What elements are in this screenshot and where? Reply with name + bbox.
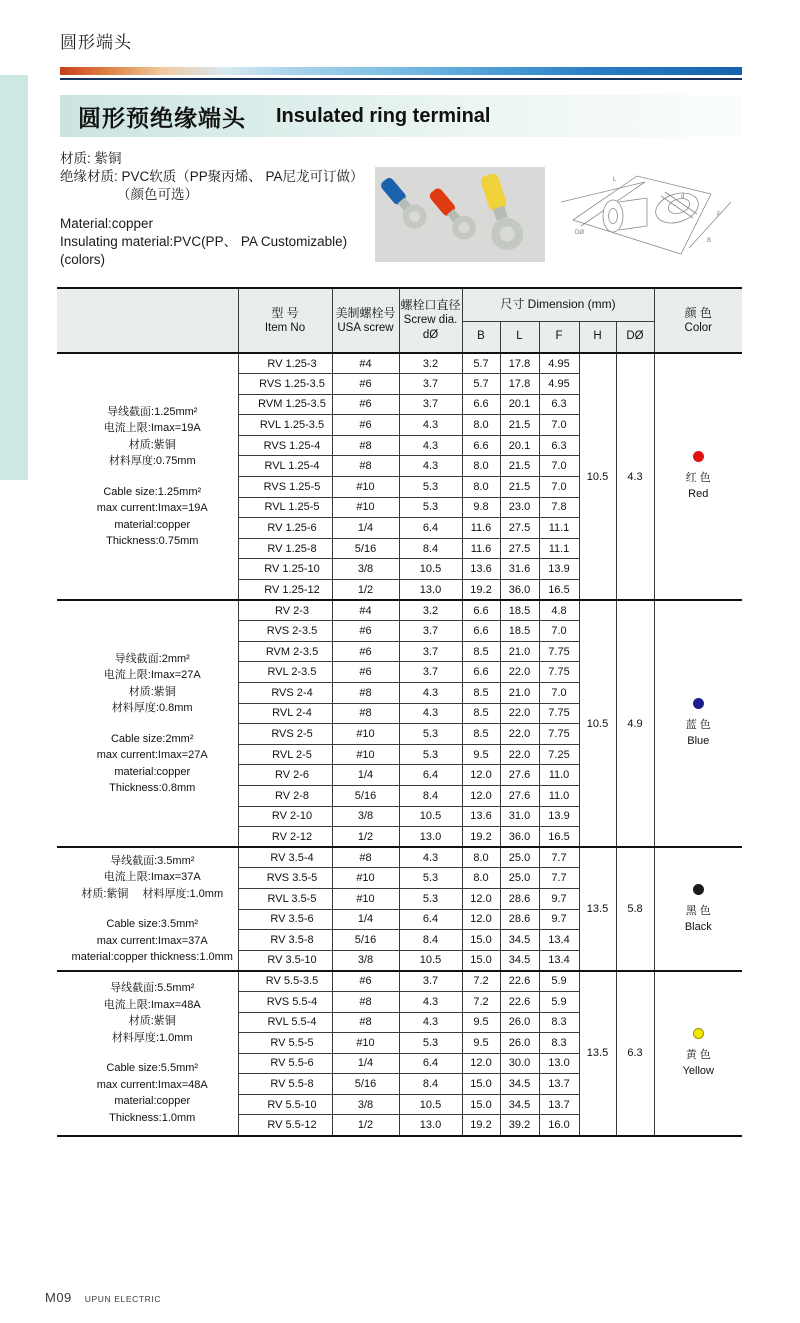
usa-screw-cell: #6 (332, 641, 399, 662)
dim-b-cell: 8.5 (462, 683, 500, 704)
item-no-cell: RV 3.5-10 (238, 950, 332, 971)
dim-b-cell: 15.0 (462, 1094, 500, 1115)
usa-screw-cell: 3/8 (332, 950, 399, 971)
gradient-divider (60, 67, 742, 75)
dim-b-cell: 7.2 (462, 971, 500, 992)
item-no-cell: RV 1.25-8 (238, 538, 332, 559)
spec-line: （颜色可选） (117, 187, 198, 202)
dim-f-cell: 16.0 (539, 1115, 579, 1136)
dim-f-cell: 9.7 (539, 888, 579, 909)
dim-l-cell: 23.0 (500, 497, 539, 518)
dim-b-cell: 5.7 (462, 374, 500, 395)
dim-b-cell: 6.6 (462, 662, 500, 683)
screw-dia-cell: 3.7 (399, 971, 462, 992)
section-title-bar (60, 95, 742, 137)
dim-l-cell: 22.0 (500, 724, 539, 745)
dim-b-cell: 5.7 (462, 353, 500, 374)
screw-dia-cell: 8.4 (399, 785, 462, 806)
usa-screw-cell: #10 (332, 724, 399, 745)
section-title-zh: 圆形预绝缘端头 (78, 104, 246, 131)
dim-l-cell: 28.6 (500, 888, 539, 909)
dim-f-cell: 4.8 (539, 600, 579, 621)
usa-screw-cell: #6 (332, 374, 399, 395)
dim-f-cell: 6.3 (539, 435, 579, 456)
dim-do-merged-cell: 4.3 (616, 353, 654, 600)
screw-dia-cell: 13.0 (399, 827, 462, 848)
group-description: 导线截面:1.25mm² 电流上限:Imax=19A 材质:紫铜 材料厚度:0.75mm Cable size:1.25mm² max current:Imax=19A material:copper Thickness:0.75mm (57, 353, 238, 600)
item-no-cell: RVS 2-4 (238, 683, 332, 704)
dim-f-cell: 7.7 (539, 847, 579, 868)
item-no-cell: RVS 1.25-4 (238, 435, 332, 456)
dim-l-cell: 27.5 (500, 538, 539, 559)
item-no-cell: RVS 2-3.5 (238, 621, 332, 642)
color-merged-cell: 黑 色 Black (654, 847, 742, 971)
header-usa-screw: 美制螺栓号 USA screw (332, 288, 399, 353)
screw-dia-cell: 3.2 (399, 600, 462, 621)
screw-dia-cell: 3.7 (399, 641, 462, 662)
screw-dia-cell: 8.4 (399, 930, 462, 951)
dim-l-cell: 36.0 (500, 827, 539, 848)
item-no-cell: RVS 3.5-5 (238, 868, 332, 889)
dim-f-cell: 7.25 (539, 744, 579, 765)
header-dimension: 尺寸 Dimension (mm) (462, 288, 654, 321)
item-no-cell: RV 1.25-3 (238, 353, 332, 374)
spec-row (57, 353, 742, 374)
dim-b-cell: 12.0 (462, 765, 500, 786)
dim-b-cell: 11.6 (462, 518, 500, 539)
dim-b-cell: 9.5 (462, 1012, 500, 1033)
usa-screw-cell: #8 (332, 435, 399, 456)
dim-f-cell: 13.7 (539, 1074, 579, 1095)
company-name: UPUN ELECTRIC (84, 1294, 162, 1304)
screw-dia-cell: 4.3 (399, 991, 462, 1012)
dim-f-cell: 7.75 (539, 641, 579, 662)
item-no-cell: RV 3.5-4 (238, 847, 332, 868)
dim-f-cell: 8.3 (539, 1012, 579, 1033)
header-color: 颜 色 Color (654, 288, 742, 353)
usa-screw-cell: 1/2 (332, 1115, 399, 1136)
dim-f-cell: 7.7 (539, 868, 579, 889)
color-dot-icon (693, 698, 704, 709)
usa-screw-cell: 1/4 (332, 765, 399, 786)
dim-h-merged-cell: 13.5 (579, 847, 616, 971)
screw-dia-cell: 4.3 (399, 1012, 462, 1033)
dim-l-cell: 27.6 (500, 765, 539, 786)
color-dot-icon (693, 1028, 704, 1039)
dim-b-cell: 13.6 (462, 806, 500, 827)
page-number: M09 (45, 1290, 72, 1305)
dim-b-cell: 19.2 (462, 827, 500, 848)
screw-dia-cell: 5.3 (399, 1033, 462, 1054)
spec-table-body (57, 353, 742, 1136)
dim-b-cell: 6.6 (462, 621, 500, 642)
dim-l-cell: 25.0 (500, 868, 539, 889)
section-title-en: Insulated ring terminal (276, 104, 491, 127)
spec-row (57, 847, 742, 868)
screw-dia-cell: 5.3 (399, 868, 462, 889)
dim-label-f: F (717, 212, 721, 218)
color-merged-cell: 黄 色 Yellow (654, 971, 742, 1136)
screw-dia-cell: 5.3 (399, 497, 462, 518)
dim-f-cell: 6.3 (539, 394, 579, 415)
screw-dia-cell: 5.3 (399, 477, 462, 498)
dim-l-cell: 34.5 (500, 930, 539, 951)
spec-line: Material:copper (60, 216, 154, 231)
dim-b-cell: 8.0 (462, 847, 500, 868)
dim-l-cell: 22.6 (500, 971, 539, 992)
dim-l-cell: 27.6 (500, 785, 539, 806)
dimension-drawing (561, 168, 745, 258)
item-no-cell: RVL 2-4 (238, 703, 332, 724)
dim-b-cell: 11.6 (462, 538, 500, 559)
dim-l-cell: 22.0 (500, 703, 539, 724)
dim-label-l: L (613, 177, 617, 183)
usa-screw-cell: 5/16 (332, 1074, 399, 1095)
group-description: 导线截面:2mm² 电流上限:Imax=27A 材质:紫铜 材料厚度:0.8mm Cable size:2mm² max current:Imax=27A material:copper Thickness:0.8mm (57, 600, 238, 847)
usa-screw-cell: #6 (332, 415, 399, 436)
usa-screw-cell: #10 (332, 888, 399, 909)
usa-screw-cell: #8 (332, 703, 399, 724)
item-no-cell: RVL 5.5-4 (238, 1012, 332, 1033)
page-title: 圆形端头 (60, 33, 132, 52)
usa-screw-cell: 3/8 (332, 1094, 399, 1115)
screw-dia-cell: 10.5 (399, 1094, 462, 1115)
usa-screw-cell: #8 (332, 847, 399, 868)
screw-dia-cell: 8.4 (399, 538, 462, 559)
dim-f-cell: 5.9 (539, 991, 579, 1012)
dim-label-d: d (681, 194, 685, 200)
group-description: 导线截面:5.5mm² 电流上限:Imax=48A 材质:紫铜 材料厚度:1.0mm Cable size:5.5mm² max current:Imax=48A material:copper Thickness:1.0mm (57, 971, 238, 1136)
dim-b-cell: 6.6 (462, 435, 500, 456)
usa-screw-cell: #8 (332, 456, 399, 477)
dim-b-cell: 8.5 (462, 724, 500, 745)
dim-f-cell: 13.9 (539, 559, 579, 580)
dim-f-cell: 7.8 (539, 497, 579, 518)
item-no-cell: RV 5.5-6 (238, 1053, 332, 1074)
dim-l-cell: 26.0 (500, 1012, 539, 1033)
dim-l-cell: 27.5 (500, 518, 539, 539)
dim-b-cell: 13.6 (462, 559, 500, 580)
screw-dia-cell: 10.5 (399, 950, 462, 971)
color-merged-cell: 蓝 色 Blue (654, 600, 742, 847)
item-no-cell: RVL 1.25-5 (238, 497, 332, 518)
screw-dia-cell: 3.2 (399, 353, 462, 374)
dim-l-cell: 17.8 (500, 374, 539, 395)
item-no-cell: RV 3.5-8 (238, 930, 332, 951)
usa-screw-cell: #10 (332, 1033, 399, 1054)
dim-l-cell: 36.0 (500, 580, 539, 601)
dim-label-do: DØ (575, 230, 584, 236)
usa-screw-cell: #8 (332, 683, 399, 704)
dim-b-cell: 6.6 (462, 394, 500, 415)
usa-screw-cell: 5/16 (332, 785, 399, 806)
dim-l-cell: 21.0 (500, 641, 539, 662)
dim-f-cell: 13.4 (539, 950, 579, 971)
usa-screw-cell: #4 (332, 600, 399, 621)
dim-b-cell: 8.5 (462, 703, 500, 724)
dim-f-cell: 7.0 (539, 456, 579, 477)
dim-f-cell: 8.3 (539, 1033, 579, 1054)
dim-f-cell: 7.0 (539, 415, 579, 436)
usa-screw-cell: #10 (332, 477, 399, 498)
dim-l-cell: 39.2 (500, 1115, 539, 1136)
item-no-cell: RV 2-8 (238, 785, 332, 806)
dim-l-cell: 20.1 (500, 394, 539, 415)
dim-do-merged-cell: 4.9 (616, 600, 654, 847)
dim-l-cell: 21.5 (500, 415, 539, 436)
screw-dia-cell: 10.5 (399, 806, 462, 827)
header-dim-f: F (539, 321, 579, 353)
dim-f-cell: 11.0 (539, 785, 579, 806)
usa-screw-cell: 1/4 (332, 1053, 399, 1074)
dim-b-cell: 7.2 (462, 991, 500, 1012)
item-no-cell: RV 5.5-3.5 (238, 971, 332, 992)
screw-dia-cell: 13.0 (399, 580, 462, 601)
item-no-cell: RV 5.5-12 (238, 1115, 332, 1136)
dim-l-cell: 28.6 (500, 909, 539, 930)
dim-l-cell: 25.0 (500, 847, 539, 868)
header-dim-do: DØ (616, 321, 654, 353)
screw-dia-cell: 4.3 (399, 683, 462, 704)
dim-b-cell: 12.0 (462, 909, 500, 930)
material-specs (60, 150, 390, 269)
gradient-divider-underline (60, 78, 742, 80)
dim-f-cell: 7.75 (539, 724, 579, 745)
item-no-cell: RVL 1.25-4 (238, 456, 332, 477)
item-no-cell: RVM 2-3.5 (238, 641, 332, 662)
dim-l-cell: 18.5 (500, 621, 539, 642)
dim-l-cell: 21.5 (500, 477, 539, 498)
item-no-cell: RV 1.25-6 (238, 518, 332, 539)
dim-b-cell: 9.5 (462, 1033, 500, 1054)
dim-f-cell: 13.9 (539, 806, 579, 827)
usa-screw-cell: #6 (332, 621, 399, 642)
dim-b-cell: 12.0 (462, 1053, 500, 1074)
item-no-cell: RV 3.5-6 (238, 909, 332, 930)
dim-b-cell: 9.8 (462, 497, 500, 518)
header-item-no: 型 号 Item No (238, 288, 332, 353)
dim-b-cell: 8.0 (462, 477, 500, 498)
dim-b-cell: 19.2 (462, 580, 500, 601)
screw-dia-cell: 10.5 (399, 559, 462, 580)
dim-f-cell: 13.4 (539, 930, 579, 951)
left-accent-strip (0, 75, 28, 480)
dim-f-cell: 7.75 (539, 703, 579, 724)
dim-label-b: B (707, 238, 712, 244)
dim-b-cell: 15.0 (462, 1074, 500, 1095)
dim-f-cell: 7.0 (539, 683, 579, 704)
red-terminal-image (424, 183, 481, 244)
blue-terminal-image (375, 173, 431, 234)
usa-screw-cell: 5/16 (332, 930, 399, 951)
dim-l-cell: 30.0 (500, 1053, 539, 1074)
item-no-cell: RV 2-12 (238, 827, 332, 848)
dim-l-cell: 22.6 (500, 991, 539, 1012)
screw-dia-cell: 3.7 (399, 621, 462, 642)
dim-f-cell: 13.0 (539, 1053, 579, 1074)
dim-do-merged-cell: 5.8 (616, 847, 654, 971)
dim-f-cell: 11.0 (539, 765, 579, 786)
spec-table (57, 287, 742, 1137)
dim-f-cell: 7.0 (539, 621, 579, 642)
group-description: 导线截面:3.5mm² 电流上限:Imax=37A 材质:紫铜 材料厚度:1.0mm Cable size:3.5mm² max current:Imax=37A material:copper thickness:1.0mm (57, 847, 238, 971)
dim-b-cell: 15.0 (462, 930, 500, 951)
dim-l-cell: 21.5 (500, 456, 539, 477)
item-no-cell: RVL 2-3.5 (238, 662, 332, 683)
dim-f-cell: 11.1 (539, 538, 579, 559)
dim-h-merged-cell: 10.5 (579, 600, 616, 847)
screw-dia-cell: 4.3 (399, 435, 462, 456)
screw-dia-cell: 6.4 (399, 909, 462, 930)
color-dot-icon (693, 884, 704, 895)
usa-screw-cell: #10 (332, 868, 399, 889)
item-no-cell: RVS 5.5-4 (238, 991, 332, 1012)
item-no-cell: RV 2-3 (238, 600, 332, 621)
dim-b-cell: 9.5 (462, 744, 500, 765)
screw-dia-cell: 5.3 (399, 724, 462, 745)
dim-f-cell: 13.7 (539, 1094, 579, 1115)
screw-dia-cell: 4.3 (399, 703, 462, 724)
dim-b-cell: 12.0 (462, 785, 500, 806)
dim-h-merged-cell: 10.5 (579, 353, 616, 600)
dim-l-cell: 21.0 (500, 683, 539, 704)
item-no-cell: RV 5.5-8 (238, 1074, 332, 1095)
screw-dia-cell: 5.3 (399, 744, 462, 765)
usa-screw-cell: 1/4 (332, 909, 399, 930)
dim-b-cell: 8.5 (462, 641, 500, 662)
item-no-cell: RV 1.25-10 (238, 559, 332, 580)
dim-b-cell: 8.0 (462, 868, 500, 889)
dim-f-cell: 4.95 (539, 374, 579, 395)
usa-screw-cell: #8 (332, 1012, 399, 1033)
dim-f-cell: 16.5 (539, 580, 579, 601)
spec-line: Insulating material:PVC(PP、 PA Customizable)(colors) (60, 234, 348, 267)
dim-l-cell: 31.6 (500, 559, 539, 580)
page-footer (45, 1290, 161, 1305)
item-no-cell: RVM 1.25-3.5 (238, 394, 332, 415)
dim-h-merged-cell: 13.5 (579, 971, 616, 1136)
screw-dia-cell: 6.4 (399, 518, 462, 539)
usa-screw-cell: 1/4 (332, 518, 399, 539)
header-dim-h: H (579, 321, 616, 353)
dim-b-cell: 15.0 (462, 950, 500, 971)
screw-dia-cell: 4.3 (399, 415, 462, 436)
item-no-cell: RVL 1.25-3.5 (238, 415, 332, 436)
spec-line: 材质: 紫铜 (60, 151, 122, 166)
dim-l-cell: 17.8 (500, 353, 539, 374)
item-no-cell: RVL 2-5 (238, 744, 332, 765)
header-dim-l: L (500, 321, 539, 353)
dim-b-cell: 8.0 (462, 415, 500, 436)
spec-row (57, 971, 742, 992)
dim-l-cell: 34.5 (500, 1094, 539, 1115)
usa-screw-cell: #6 (332, 394, 399, 415)
dim-l-cell: 18.5 (500, 600, 539, 621)
usa-screw-cell: 1/2 (332, 580, 399, 601)
screw-dia-cell: 4.3 (399, 847, 462, 868)
usa-screw-cell: 3/8 (332, 559, 399, 580)
dim-f-cell: 7.75 (539, 662, 579, 683)
product-photo (375, 167, 545, 262)
color-dot-icon (693, 451, 704, 462)
usa-screw-cell: #10 (332, 744, 399, 765)
item-no-cell: RVS 1.25-5 (238, 477, 332, 498)
screw-dia-cell: 6.4 (399, 765, 462, 786)
usa-screw-cell: 3/8 (332, 806, 399, 827)
screw-dia-cell: 6.4 (399, 1053, 462, 1074)
dim-b-cell: 8.0 (462, 456, 500, 477)
dim-l-cell: 20.1 (500, 435, 539, 456)
dim-l-cell: 34.5 (500, 950, 539, 971)
item-no-cell: RVS 2-5 (238, 724, 332, 745)
item-no-cell: RV 5.5-5 (238, 1033, 332, 1054)
dim-f-cell: 9.7 (539, 909, 579, 930)
dim-f-cell: 5.9 (539, 971, 579, 992)
item-no-cell: RVS 1.25-3.5 (238, 374, 332, 395)
screw-dia-cell: 5.3 (399, 888, 462, 909)
dim-f-cell: 4.95 (539, 353, 579, 374)
dim-f-cell: 11.1 (539, 518, 579, 539)
dim-l-cell: 22.0 (500, 662, 539, 683)
item-no-cell: RV 2-6 (238, 765, 332, 786)
header-screw-dia: 螺栓口直径 Screw dia. dØ (399, 288, 462, 353)
usa-screw-cell: 5/16 (332, 538, 399, 559)
item-no-cell: RVL 3.5-5 (238, 888, 332, 909)
yellow-terminal-image (473, 170, 528, 254)
dim-l-cell: 31.0 (500, 806, 539, 827)
screw-dia-cell: 13.0 (399, 1115, 462, 1136)
dim-f-cell: 16.5 (539, 827, 579, 848)
screw-dia-cell: 8.4 (399, 1074, 462, 1095)
item-no-cell: RV 2-10 (238, 806, 332, 827)
item-no-cell: RV 5.5-10 (238, 1094, 332, 1115)
usa-screw-cell: #8 (332, 991, 399, 1012)
usa-screw-cell: 1/2 (332, 827, 399, 848)
header-dim-b: B (462, 321, 500, 353)
color-merged-cell: 红 色 Red (654, 353, 742, 600)
dim-do-merged-cell: 6.3 (616, 971, 654, 1136)
header-description (57, 288, 238, 353)
usa-screw-cell: #6 (332, 971, 399, 992)
usa-screw-cell: #10 (332, 497, 399, 518)
screw-dia-cell: 3.7 (399, 394, 462, 415)
dim-l-cell: 26.0 (500, 1033, 539, 1054)
dim-b-cell: 19.2 (462, 1115, 500, 1136)
dim-b-cell: 6.6 (462, 600, 500, 621)
dim-l-cell: 22.0 (500, 744, 539, 765)
item-no-cell: RV 1.25-12 (238, 580, 332, 601)
usa-screw-cell: #4 (332, 353, 399, 374)
spec-line: 绝缘材质: PVC软质（PP聚丙烯、 PA尼龙可订做） (60, 169, 364, 184)
dim-l-cell: 34.5 (500, 1074, 539, 1095)
usa-screw-cell: #6 (332, 662, 399, 683)
screw-dia-cell: 4.3 (399, 456, 462, 477)
dim-b-cell: 12.0 (462, 888, 500, 909)
spec-row (57, 600, 742, 621)
dim-f-cell: 7.0 (539, 477, 579, 498)
screw-dia-cell: 3.7 (399, 662, 462, 683)
screw-dia-cell: 3.7 (399, 374, 462, 395)
